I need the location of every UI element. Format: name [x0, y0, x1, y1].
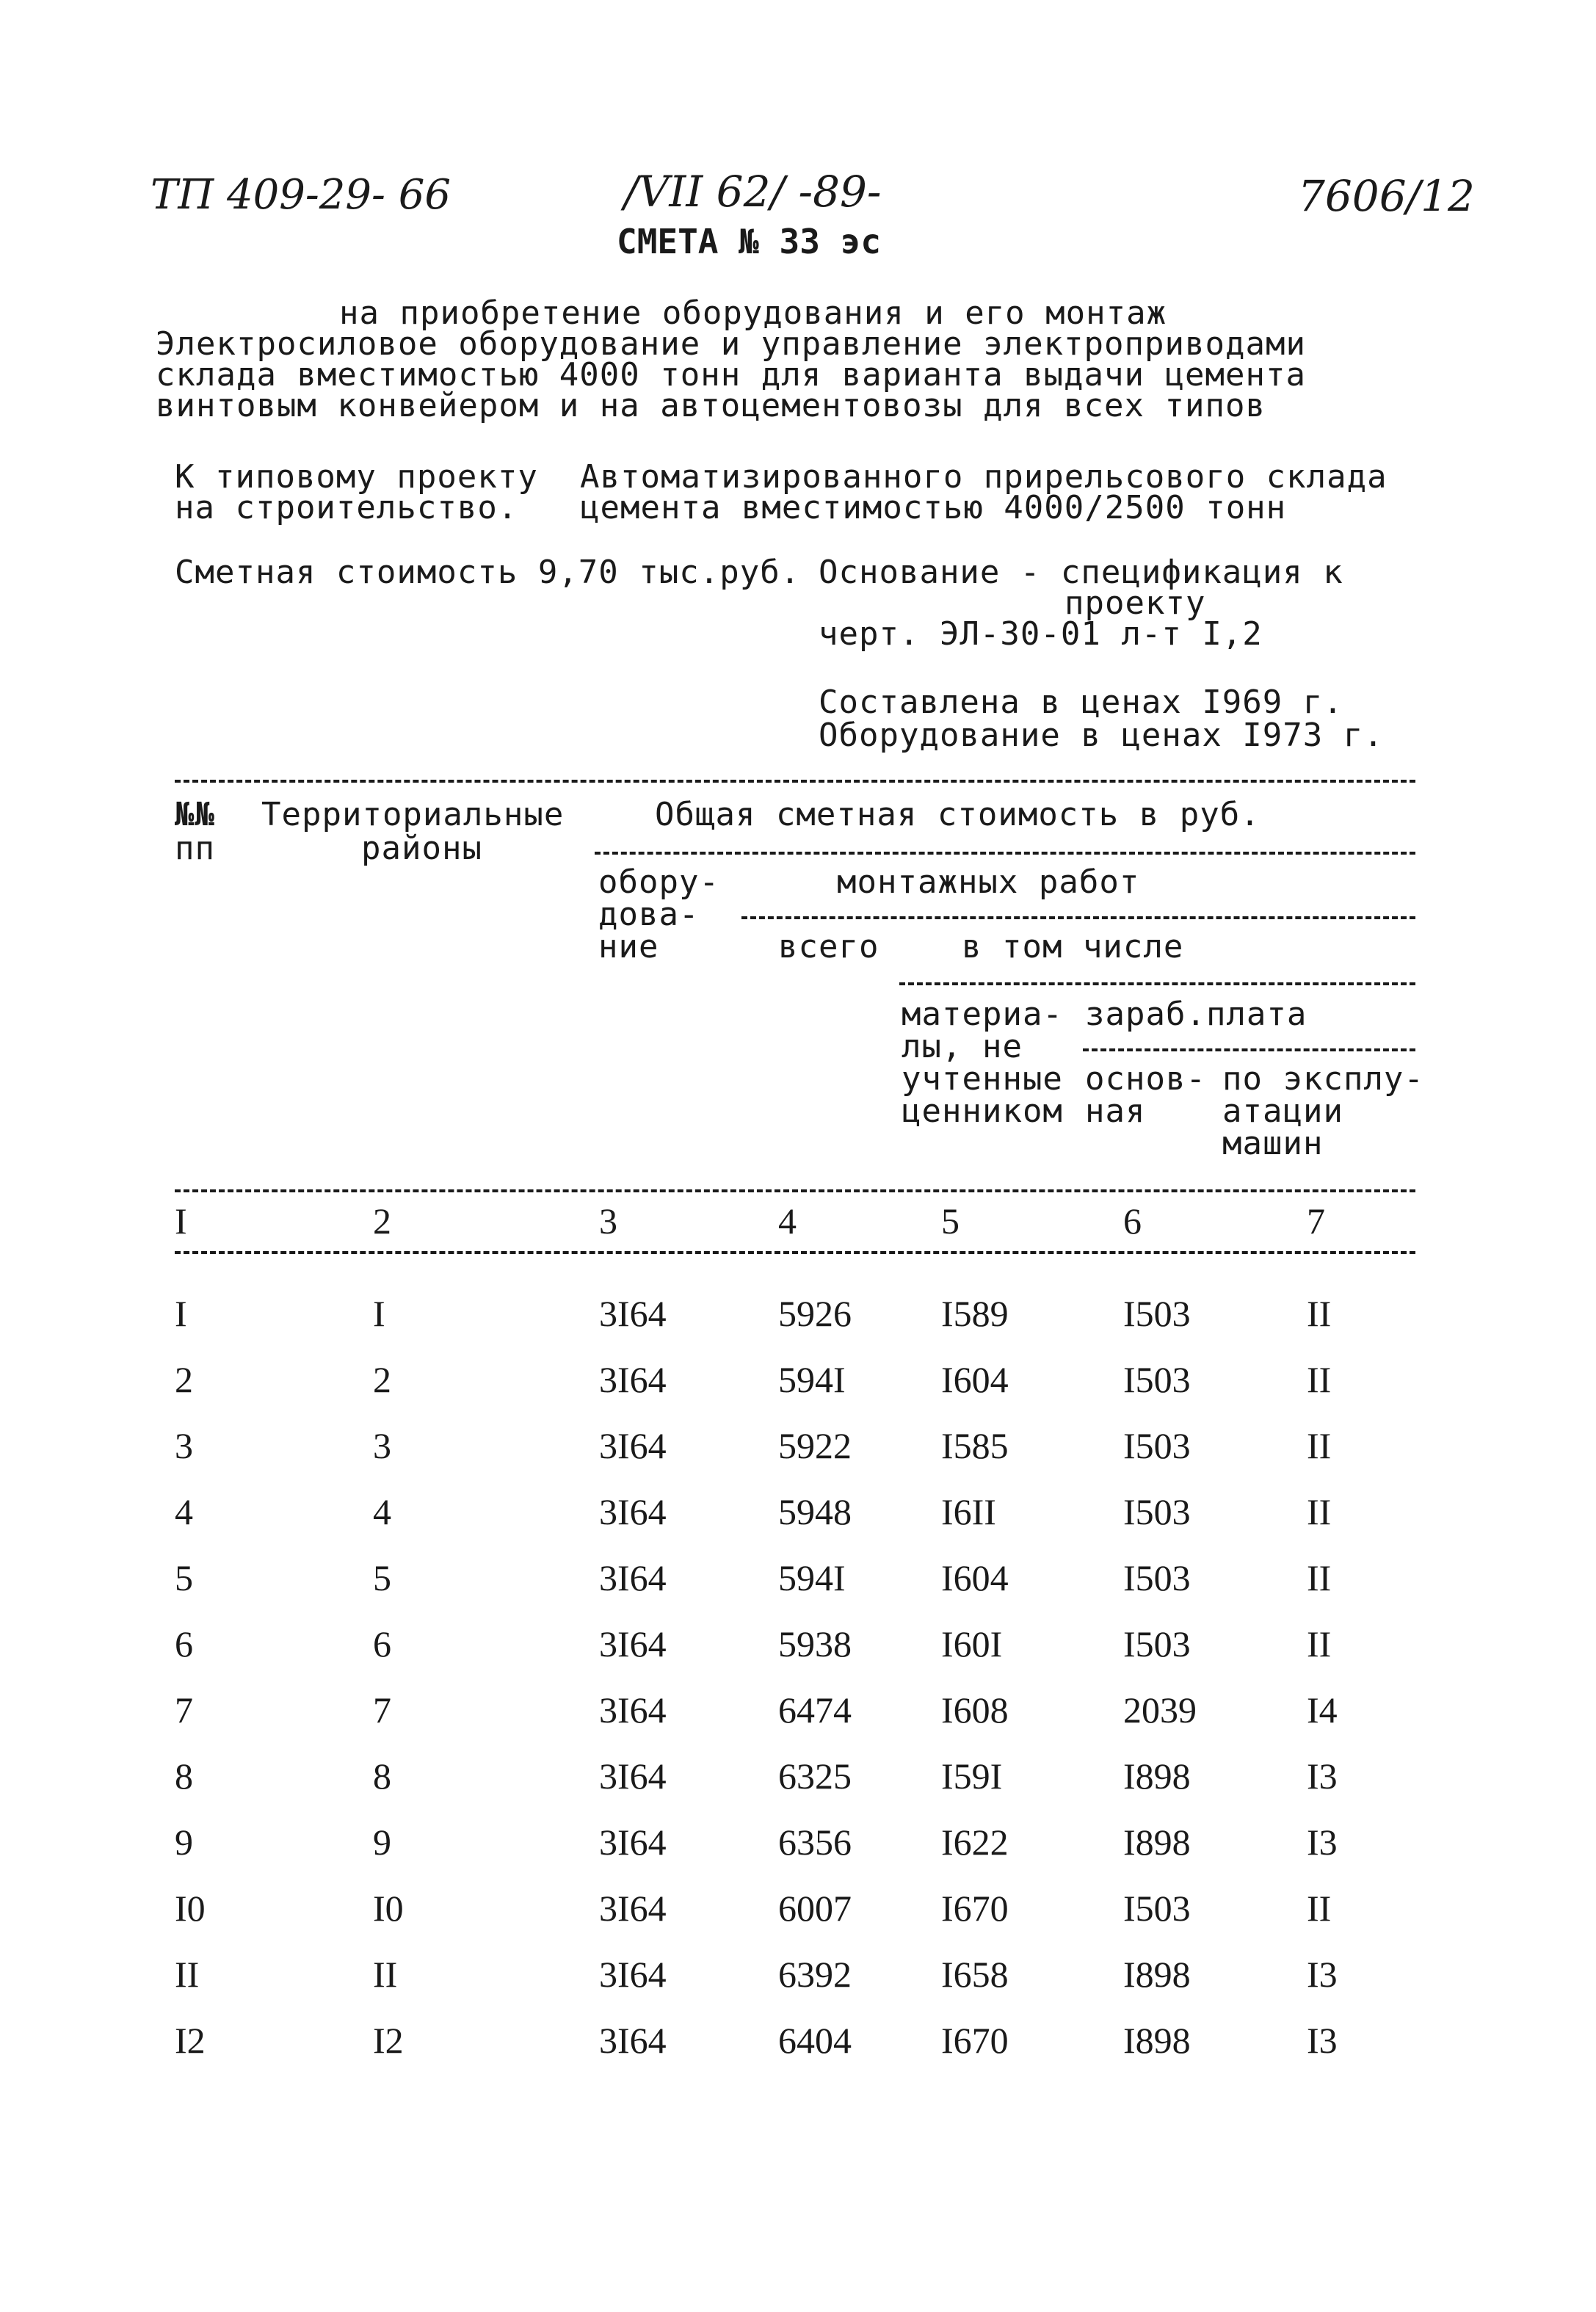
subject-line-2: Электросиловое оборудование и управление электроприводами: [156, 325, 1306, 363]
materials-cell: I608: [941, 1689, 1009, 1731]
install-total-cell: 594I: [778, 1557, 846, 1598]
doc-title: СМЕТА № 33 эс: [617, 222, 882, 261]
install-total-cell: 6392: [778, 1954, 852, 1995]
header-equip-2: дова-: [598, 896, 700, 933]
row-number-cell: 8: [175, 1755, 193, 1797]
materials-cell: I622: [941, 1822, 1009, 1863]
machine-wage-cell: I4: [1307, 1689, 1338, 1731]
materials-cell: I6II: [941, 1491, 996, 1532]
basis-line-1: Основание - спецификация к: [819, 554, 1343, 591]
row-number-cell: 5: [175, 1557, 193, 1598]
materials-cell: I670: [941, 1888, 1009, 1929]
install-total-cell: 5926: [778, 1293, 852, 1334]
wage-basic-cell: I503: [1123, 1888, 1191, 1929]
header-equip-1: обору-: [598, 863, 719, 901]
row-number-cell: II: [175, 1954, 200, 1995]
project-value-2: цемента вместимостью 4000/2500 тонн: [580, 489, 1287, 526]
wage-basic-cell: I898: [1123, 1755, 1191, 1797]
install-total-cell: 5948: [778, 1491, 852, 1532]
install-total-cell: 5938: [778, 1623, 852, 1664]
col-number: 4: [778, 1200, 797, 1242]
table-top-rule: [175, 780, 1415, 783]
equipment-cost-cell: 3I64: [599, 1755, 667, 1797]
header-mat-3: учтенные: [902, 1060, 1063, 1098]
rule-under-install: [741, 916, 1415, 919]
region-cell: 7: [373, 1689, 391, 1731]
header-mach-2: атации: [1222, 1092, 1343, 1130]
row-number-cell: I0: [175, 1888, 206, 1929]
col-number: 7: [1307, 1200, 1325, 1242]
machine-wage-cell: II: [1307, 1888, 1332, 1929]
header-basic-1: основ-: [1085, 1060, 1206, 1098]
materials-cell: I604: [941, 1359, 1009, 1400]
header-mat-4: ценником: [902, 1092, 1063, 1130]
equipment-cost-cell: 3I64: [599, 1623, 667, 1664]
header-region-1: Территориальные: [261, 796, 565, 833]
equipment-cost-cell: 3I64: [599, 1954, 667, 1995]
basis-drawing: черт. ЭЛ-30-01 л-т I,2: [819, 615, 1263, 653]
materials-cell: I60I: [941, 1623, 1003, 1664]
header-equip-3: ние: [598, 928, 659, 965]
header-all: всего: [778, 928, 879, 965]
row-number-cell: I: [175, 1293, 187, 1334]
header-mat-1: материа-: [902, 996, 1063, 1033]
wage-basic-cell: I503: [1123, 1491, 1191, 1532]
install-total-cell: 594I: [778, 1359, 846, 1400]
header-num-1: №№: [175, 796, 215, 833]
row-number-cell: 4: [175, 1491, 193, 1532]
project-value-1: Автоматизированного прирельсового склада: [580, 458, 1388, 496]
header-mat-2: лы, не: [902, 1028, 1023, 1065]
album-code: /VII 62/ -89-: [624, 167, 882, 217]
header-wage: зараб.плата: [1085, 996, 1307, 1033]
materials-cell: I589: [941, 1293, 1009, 1334]
row-number-cell: 6: [175, 1623, 193, 1664]
wage-basic-cell: I503: [1123, 1293, 1191, 1334]
col-number: 3: [599, 1200, 617, 1242]
project-label-2: на строительство.: [175, 489, 518, 526]
estimated-cost: Сметная стоимость 9,70 тыс.руб.: [175, 554, 801, 591]
machine-wage-cell: II: [1307, 1293, 1332, 1334]
materials-cell: I59I: [941, 1755, 1003, 1797]
rule-under-wage: [1083, 1048, 1415, 1051]
row-number-cell: 7: [175, 1689, 193, 1731]
header-basic-2: ная: [1085, 1092, 1146, 1130]
equipment-cost-cell: 3I64: [599, 1425, 667, 1466]
machine-wage-cell: I3: [1307, 1755, 1338, 1797]
region-cell: 2: [373, 1359, 391, 1400]
machine-wage-cell: II: [1307, 1359, 1332, 1400]
region-cell: 9: [373, 1822, 391, 1863]
region-cell: I: [373, 1293, 385, 1334]
row-number-cell: I2: [175, 2020, 206, 2061]
subject-line-4: винтовым конвейером и на автоцементовозы для всех типов: [156, 387, 1266, 424]
machine-wage-cell: II: [1307, 1491, 1332, 1532]
equipment-cost-cell: 3I64: [599, 1689, 667, 1731]
wage-basic-cell: I898: [1123, 1822, 1191, 1863]
prices-year: Составлена в ценах I969 г.: [819, 684, 1343, 721]
row-number-cell: 3: [175, 1425, 193, 1466]
wage-basic-cell: I503: [1123, 1359, 1191, 1400]
equipment-cost-cell: 3I64: [599, 1491, 667, 1532]
machine-wage-cell: I3: [1307, 1822, 1338, 1863]
region-cell: 3: [373, 1425, 391, 1466]
wage-basic-cell: I898: [1123, 1954, 1191, 1995]
header-install: монтажных работ: [837, 863, 1140, 901]
subject-line-1: на приобретение оборудования и его монтаж: [339, 294, 1167, 332]
subject-line-3: склада вместимостью 4000 тонн для варианта выдачи цемента: [156, 356, 1306, 394]
install-total-cell: 6356: [778, 1822, 852, 1863]
project-code: ТП 409-29- 66: [150, 171, 451, 219]
install-total-cell: 6325: [778, 1755, 852, 1797]
machine-wage-cell: II: [1307, 1425, 1332, 1466]
machine-wage-cell: II: [1307, 1623, 1332, 1664]
equipment-cost-cell: 3I64: [599, 1557, 667, 1598]
equipment-cost-cell: 3I64: [599, 1293, 667, 1334]
equipment-prices-year: Оборудование в ценах I973 г.: [819, 717, 1384, 754]
rule-under-incl: [899, 982, 1415, 985]
wage-basic-cell: 2039: [1123, 1689, 1197, 1731]
region-cell: I0: [373, 1888, 404, 1929]
header-total: Общая сметная стоимость в руб.: [655, 796, 1261, 833]
install-total-cell: 5922: [778, 1425, 852, 1466]
region-cell: 4: [373, 1491, 391, 1532]
header-mach-1: по эксплу-: [1222, 1060, 1424, 1098]
machine-wage-cell: I3: [1307, 2020, 1338, 2061]
materials-cell: I585: [941, 1425, 1009, 1466]
wage-basic-cell: I503: [1123, 1425, 1191, 1466]
install-total-cell: 6474: [778, 1689, 852, 1731]
row-number-cell: 9: [175, 1822, 193, 1863]
col-number: 2: [373, 1200, 391, 1242]
header-num-2: пп: [175, 830, 215, 867]
col-number: I: [175, 1200, 187, 1242]
basis-line-2: проекту: [1064, 584, 1206, 622]
equipment-cost-cell: 3I64: [599, 1359, 667, 1400]
rule-header-bottom: [175, 1189, 1415, 1192]
wage-basic-cell: I503: [1123, 1557, 1191, 1598]
install-total-cell: 6404: [778, 2020, 852, 2061]
region-cell: 8: [373, 1755, 391, 1797]
rule-colnum-bottom: [175, 1251, 1415, 1254]
header-mach-3: машин: [1222, 1125, 1324, 1162]
header-incl: в том числе: [962, 928, 1184, 965]
install-total-cell: 6007: [778, 1888, 852, 1929]
equipment-cost-cell: 3I64: [599, 1822, 667, 1863]
machine-wage-cell: II: [1307, 1557, 1332, 1598]
equipment-cost-cell: 3I64: [599, 1888, 667, 1929]
project-label-1: К типовому проекту: [175, 458, 538, 496]
machine-wage-cell: I3: [1307, 1954, 1338, 1995]
header-region-2: районы: [361, 830, 482, 867]
row-number-cell: 2: [175, 1359, 193, 1400]
wage-basic-cell: I503: [1123, 1623, 1191, 1664]
materials-cell: I604: [941, 1557, 1009, 1598]
col-number: 5: [941, 1200, 960, 1242]
materials-cell: I670: [941, 2020, 1009, 2061]
wage-basic-cell: I898: [1123, 2020, 1191, 2061]
sheet-code: 7606/12: [1298, 171, 1475, 221]
region-cell: 6: [373, 1623, 391, 1664]
rule-under-total: [595, 852, 1415, 855]
equipment-cost-cell: 3I64: [599, 2020, 667, 2061]
region-cell: I2: [373, 2020, 404, 2061]
col-number: 6: [1123, 1200, 1142, 1242]
region-cell: 5: [373, 1557, 391, 1598]
region-cell: II: [373, 1954, 398, 1995]
materials-cell: I658: [941, 1954, 1009, 1995]
